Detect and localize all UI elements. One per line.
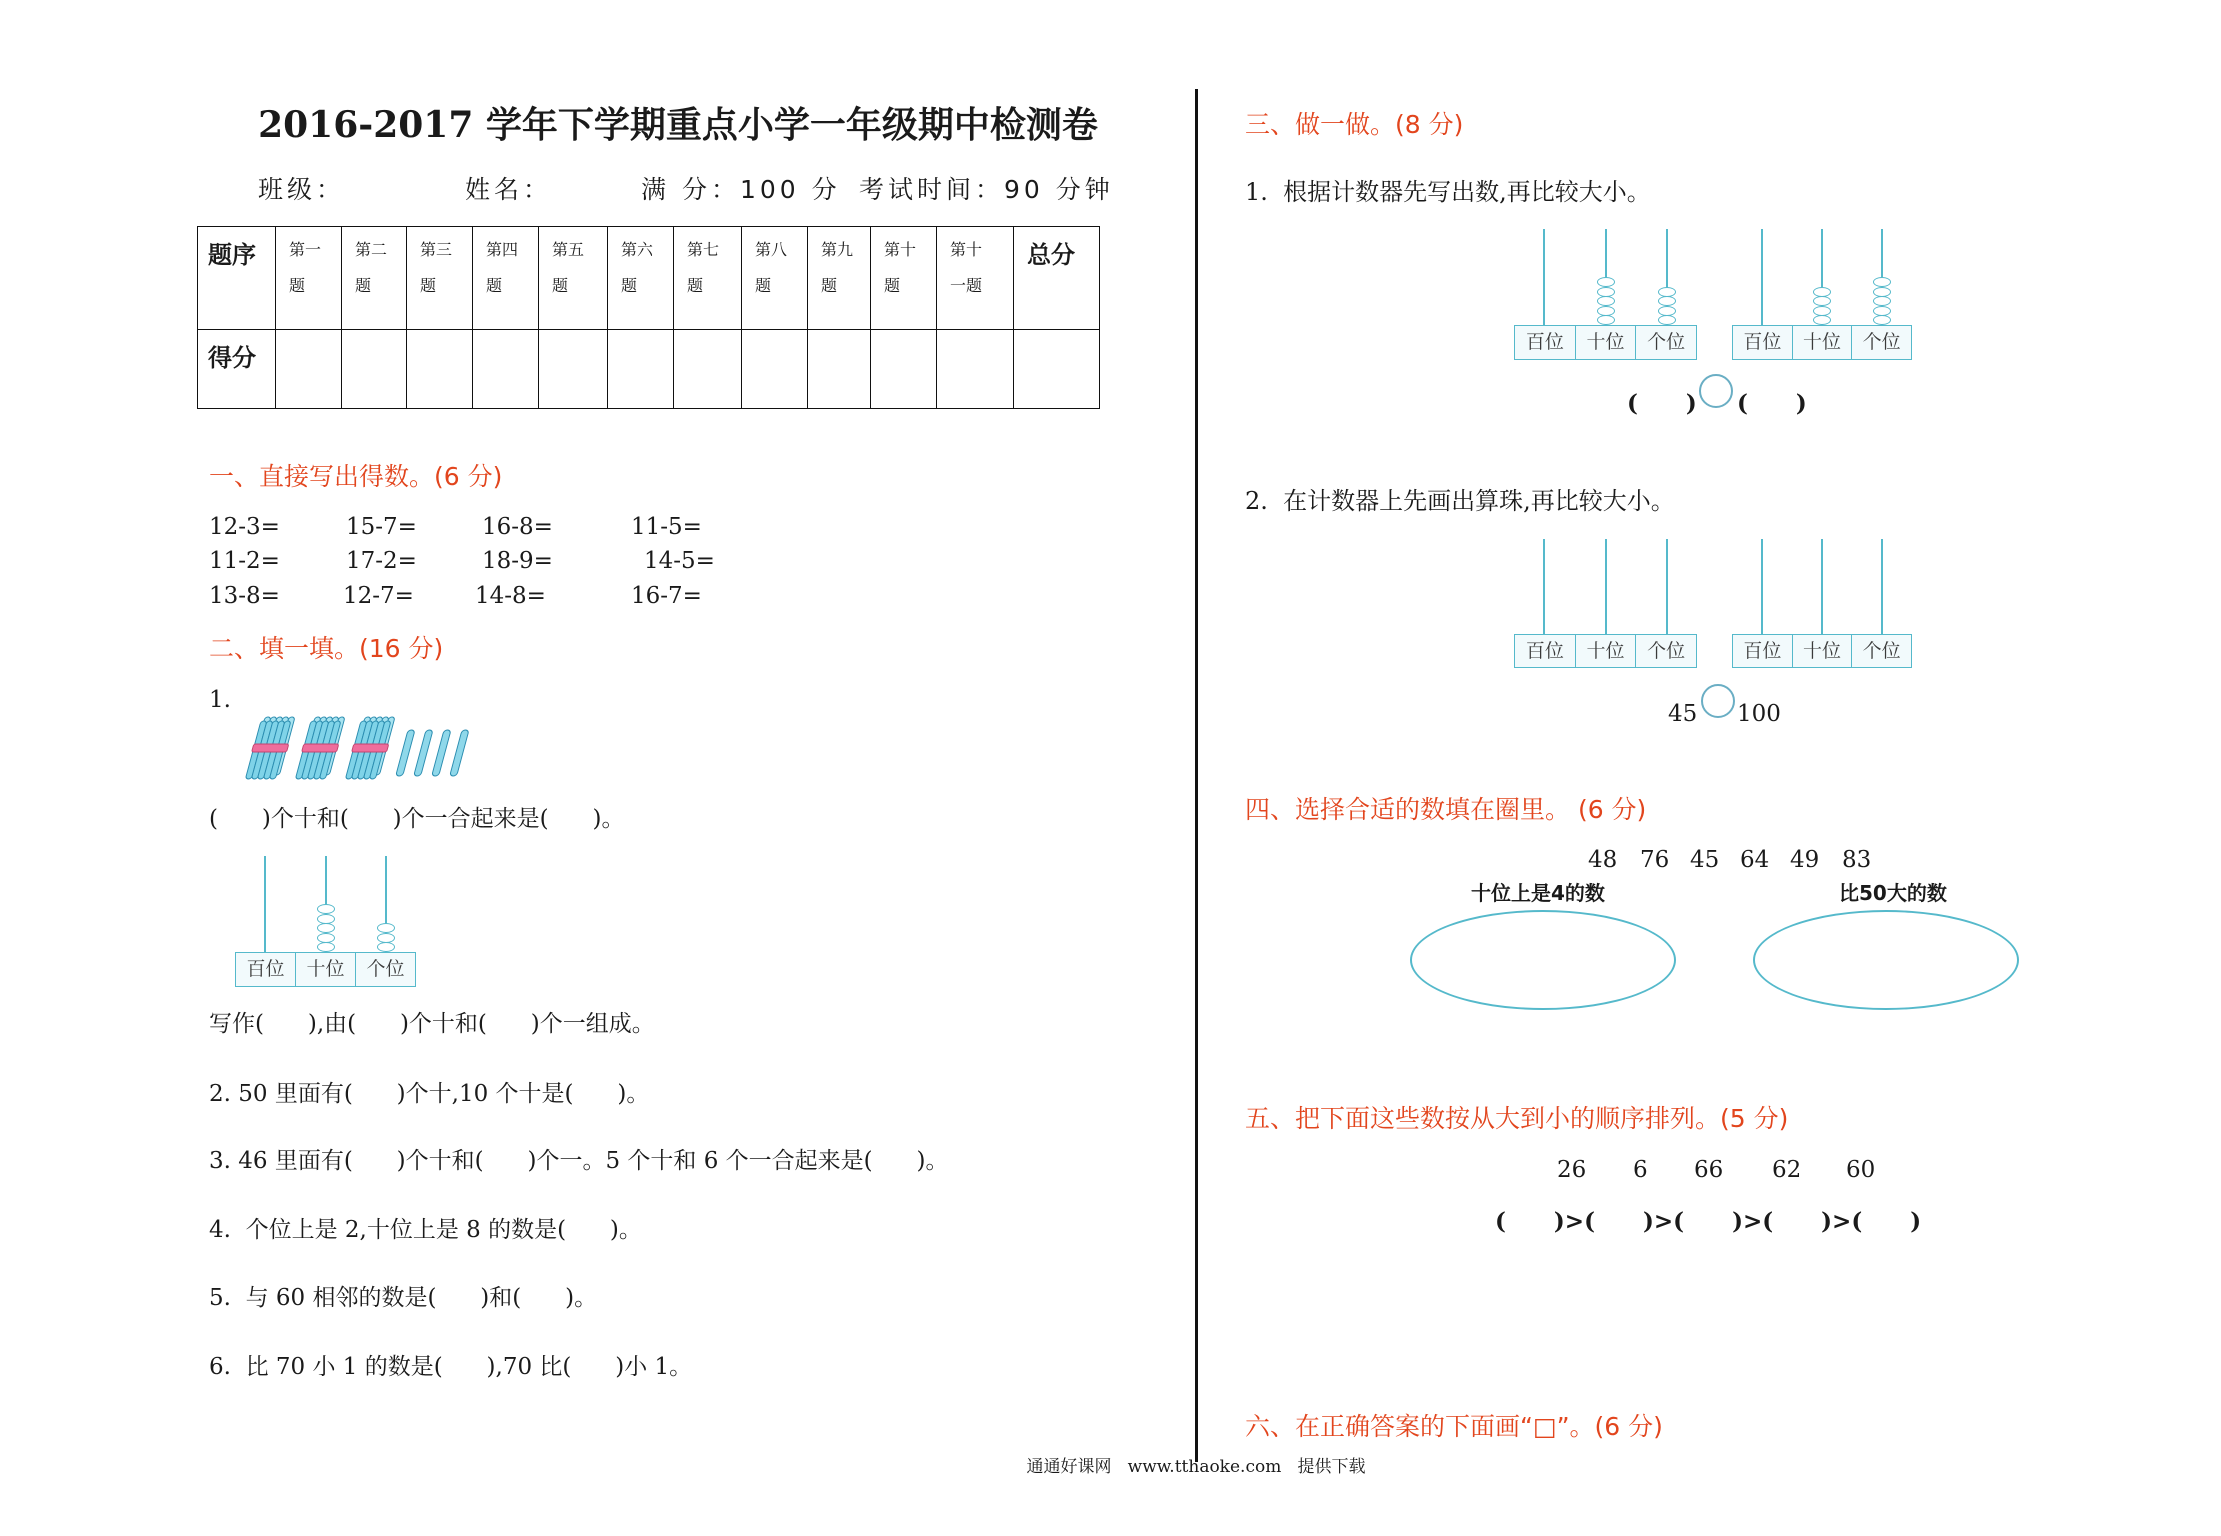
abacus-base	[1514, 325, 1697, 360]
abacus-base	[1732, 325, 1912, 360]
hundreds-place-label: 百位	[1525, 331, 1564, 353]
ones-place-label: 个位	[1635, 326, 1696, 359]
arithmetic-problem: 12-3=	[209, 514, 280, 540]
answer-blank-right: ( )	[1737, 390, 1807, 417]
exam-title: 2016-2017 学年下学期重点小学一年级期中检测卷	[258, 104, 1098, 146]
abacus-bead	[317, 923, 335, 933]
arithmetic-problem: 15-7=	[346, 514, 417, 540]
question-label-bottom: 一题	[950, 276, 983, 295]
candidate-number: 76	[1640, 847, 1670, 873]
score-cell	[342, 330, 407, 409]
question-label-bottom: 题	[289, 276, 306, 295]
question-label-bottom: 题	[821, 276, 838, 295]
section1-heading: 一、直接写出得数。(6 分)	[209, 462, 503, 491]
tens-place-label: 十位	[1575, 326, 1636, 359]
abacus-bead	[1813, 306, 1831, 316]
abacus-bead	[1597, 296, 1615, 306]
candidate-number: 45	[1690, 847, 1720, 873]
compare-circle	[1699, 374, 1733, 408]
question-label-bottom: 题	[687, 276, 704, 295]
sort-number: 6	[1633, 1157, 1648, 1183]
question-header-cell	[342, 227, 407, 330]
question-label-top: 第十	[884, 240, 917, 259]
ones-place-label: 个位	[1635, 635, 1696, 667]
abacus-bead	[377, 933, 395, 943]
abacus-bead	[1658, 287, 1676, 297]
order-header-cell	[198, 227, 276, 330]
ones-place-label: 个位	[1851, 326, 1911, 359]
question-label-bottom: 题	[755, 276, 772, 295]
ones-place-label: 个位	[355, 953, 415, 986]
arithmetic-problem: 11-2=	[209, 548, 280, 574]
abacus-bead	[377, 923, 395, 933]
total-score-cell	[1014, 330, 1100, 409]
question-4: 4. 个位上是 2,十位上是 8 的数是( )。	[209, 1217, 642, 1243]
ones-rod	[1881, 539, 1883, 634]
set-ellipse-right	[1753, 910, 2019, 1010]
question-header-cell	[871, 227, 937, 330]
set-ellipse-left	[1410, 910, 1676, 1010]
abacus-bead	[1873, 306, 1891, 316]
question-label-bottom: 题	[621, 276, 638, 295]
abacus-bead	[1873, 287, 1891, 297]
abacus-bead	[1658, 315, 1676, 325]
question-label-top: 第六	[621, 240, 654, 259]
abacus-bead	[1597, 315, 1615, 325]
abacus-bead	[1597, 277, 1615, 287]
question-label-top: 第九	[821, 240, 854, 259]
arithmetic-problem: 11-5=	[631, 514, 702, 540]
arithmetic-problem: 18-9=	[482, 548, 553, 574]
set-label-left: 十位上是4的数	[1471, 881, 1605, 905]
sort-number: 66	[1694, 1157, 1724, 1183]
score-table-header-row	[198, 227, 1100, 330]
question-label-top: 第四	[486, 240, 519, 259]
question-label-bottom: 题	[486, 276, 503, 295]
abacus-bead	[1658, 296, 1676, 306]
question-label-bottom: 题	[355, 276, 372, 295]
stick-bundle	[344, 717, 396, 779]
question-header-cell	[473, 227, 539, 330]
stick-bundle	[294, 717, 346, 779]
answer-chain: ( )>( )>( )>( )>( )	[1495, 1208, 1922, 1235]
tens-place-label: 十位	[1792, 326, 1852, 359]
abacus-base	[1732, 634, 1912, 668]
score-cell	[276, 330, 342, 409]
exam-time-label: 考试时间：90 分钟	[859, 175, 1114, 204]
order-label: 题序	[208, 241, 256, 269]
score-cell	[871, 330, 937, 409]
question-label-bottom: 题	[420, 276, 437, 295]
question-header-cell	[937, 227, 1014, 330]
abacus-counter	[235, 856, 416, 987]
score-cell	[608, 330, 674, 409]
hundreds-rod	[1761, 539, 1763, 634]
section5-heading: 五、把下面这些数按从大到小的顺序排列。(5 分)	[1245, 1104, 1789, 1133]
abacus-bead	[1813, 287, 1831, 297]
section3-q1-prompt: 1. 根据计数器先写出数,再比较大小。	[1245, 178, 1651, 206]
question-header-cell	[276, 227, 342, 330]
score-header-cell	[198, 330, 276, 409]
sort-number: 62	[1772, 1157, 1802, 1183]
section4-heading: 四、选择合适的数填在圈里。 (6 分)	[1245, 795, 1647, 824]
ones-rod	[1666, 539, 1668, 634]
counting-sticks-illustration	[240, 714, 472, 784]
arithmetic-problem: 14-5=	[644, 548, 715, 574]
question-header-cell	[608, 227, 674, 330]
hundreds-rod	[1543, 229, 1545, 325]
score-cell	[937, 330, 1014, 409]
section6-heading: 六、在正确答案的下面画“□”。(6 分)	[1245, 1412, 1663, 1441]
abacus-counter-left	[1514, 229, 1697, 360]
candidate-number: 64	[1740, 847, 1770, 873]
abacus-base	[235, 952, 416, 987]
set-label-right: 比50大的数	[1839, 881, 1947, 905]
candidate-number: 49	[1790, 847, 1820, 873]
abacus-bead	[1597, 306, 1615, 316]
score-cell	[674, 330, 742, 409]
hundreds-rod	[1761, 229, 1763, 325]
column-divider	[1195, 89, 1198, 1462]
arithmetic-problem: 13-8=	[209, 583, 280, 609]
class-label: 班级：	[258, 175, 346, 204]
single-stick	[396, 730, 415, 776]
question-label-bottom: 题	[552, 276, 569, 295]
tens-rod	[1605, 539, 1607, 634]
hundreds-place-label: 百位	[1743, 640, 1782, 662]
score-cell	[742, 330, 808, 409]
arithmetic-problem: 17-2=	[346, 548, 417, 574]
tens-place-label: 十位	[1792, 635, 1852, 667]
fill-blank-line: 写作( ),由( )个十和( )个一组成。	[209, 1011, 655, 1037]
arithmetic-problem: 16-8=	[482, 514, 553, 540]
abacus-bead	[1813, 296, 1831, 306]
question-label-top: 第三	[420, 240, 453, 259]
candidate-number: 48	[1588, 847, 1618, 873]
fill-blank-line: ( )个十和( )个一合起来是( )。	[209, 806, 625, 832]
question-label-top: 第二	[355, 240, 388, 259]
hundreds-rod	[1543, 539, 1545, 634]
single-stick	[414, 730, 433, 776]
question-label-bottom: 题	[884, 276, 901, 295]
question-header-cell	[407, 227, 473, 330]
question-2: 2. 50 里面有( )个十,10 个十是( )。	[209, 1081, 650, 1107]
abacus-bead	[1873, 315, 1891, 325]
question-label-top: 第八	[755, 240, 788, 259]
hundreds-place-label: 百位	[1743, 331, 1782, 353]
abacus-bead	[1873, 277, 1891, 287]
ones-place-label: 个位	[1851, 635, 1911, 667]
abacus-base	[1514, 634, 1697, 668]
hundreds-place-label: 百位	[1525, 640, 1564, 662]
score-table	[197, 226, 1100, 409]
question-header-cell	[808, 227, 871, 330]
question-header-cell	[674, 227, 742, 330]
abacus-counter-right	[1732, 539, 1912, 668]
abacus-bead	[317, 904, 335, 914]
abacus-bead	[1873, 296, 1891, 306]
question-6: 6. 比 70 小 1 的数是( ),70 比( )小 1。	[209, 1354, 693, 1380]
abacus-counter-left	[1514, 539, 1697, 668]
section2-heading: 二、填一填。(16 分)	[209, 634, 444, 663]
arithmetic-problem: 16-7=	[631, 583, 702, 609]
score-table-score-row	[198, 330, 1100, 409]
question-5: 5. 与 60 相邻的数是( )和( )。	[209, 1285, 598, 1311]
stick-bundle	[244, 717, 296, 779]
answer-blank-left: ( )	[1627, 390, 1697, 417]
abacus-counter-right	[1732, 229, 1912, 360]
score-label: 得分	[208, 344, 256, 372]
abacus-bead	[317, 914, 335, 924]
question-label-top: 第一	[289, 240, 322, 259]
score-cell	[808, 330, 871, 409]
total-header-cell	[1014, 227, 1100, 330]
question-header-cell	[539, 227, 608, 330]
arithmetic-problem: 12-7=	[343, 583, 414, 609]
name-label: 姓名：	[465, 175, 553, 204]
score-cell	[473, 330, 539, 409]
compare-number-left: 45	[1668, 701, 1698, 727]
total-label: 总分	[1027, 241, 1075, 269]
abacus-bead	[317, 933, 335, 943]
single-stick	[432, 730, 451, 776]
score-cell	[539, 330, 608, 409]
compare-circle	[1701, 684, 1735, 718]
sort-number: 60	[1846, 1157, 1876, 1183]
abacus-bead	[1813, 315, 1831, 325]
tens-rod	[1821, 539, 1823, 634]
arithmetic-problem: 14-8=	[475, 583, 546, 609]
candidate-number: 83	[1842, 847, 1872, 873]
single-stick	[450, 730, 469, 776]
question-label-top: 第五	[552, 240, 585, 259]
hundreds-place-label: 百位	[246, 958, 285, 980]
tens-place-label: 十位	[295, 953, 355, 986]
abacus-bead	[1597, 287, 1615, 297]
compare-number-right: 100	[1737, 701, 1781, 727]
abacus-bead	[377, 942, 395, 952]
abacus-bead	[317, 942, 335, 952]
question-3: 3. 46 里面有( )个十和( )个一。5 个十和 6 个一合起来是( )。	[209, 1148, 949, 1174]
score-cell	[407, 330, 473, 409]
full-score-label: 满 分：100 分	[641, 175, 841, 204]
question-header-cell	[742, 227, 808, 330]
page-footer: 通通好课网 www.tthaoke.com 提供下载	[1026, 1457, 1366, 1477]
abacus-bead	[1658, 306, 1676, 316]
question-label-top: 第十	[950, 240, 983, 259]
question-number: 1.	[209, 687, 231, 713]
sort-number: 26	[1557, 1157, 1587, 1183]
tens-place-label: 十位	[1575, 635, 1636, 667]
section3-heading: 三、做一做。(8 分)	[1245, 110, 1464, 139]
question-label-top: 第七	[687, 240, 720, 259]
hundreds-rod	[264, 856, 266, 952]
section3-q2-prompt: 2. 在计数器上先画出算珠,再比较大小。	[1245, 487, 1675, 515]
